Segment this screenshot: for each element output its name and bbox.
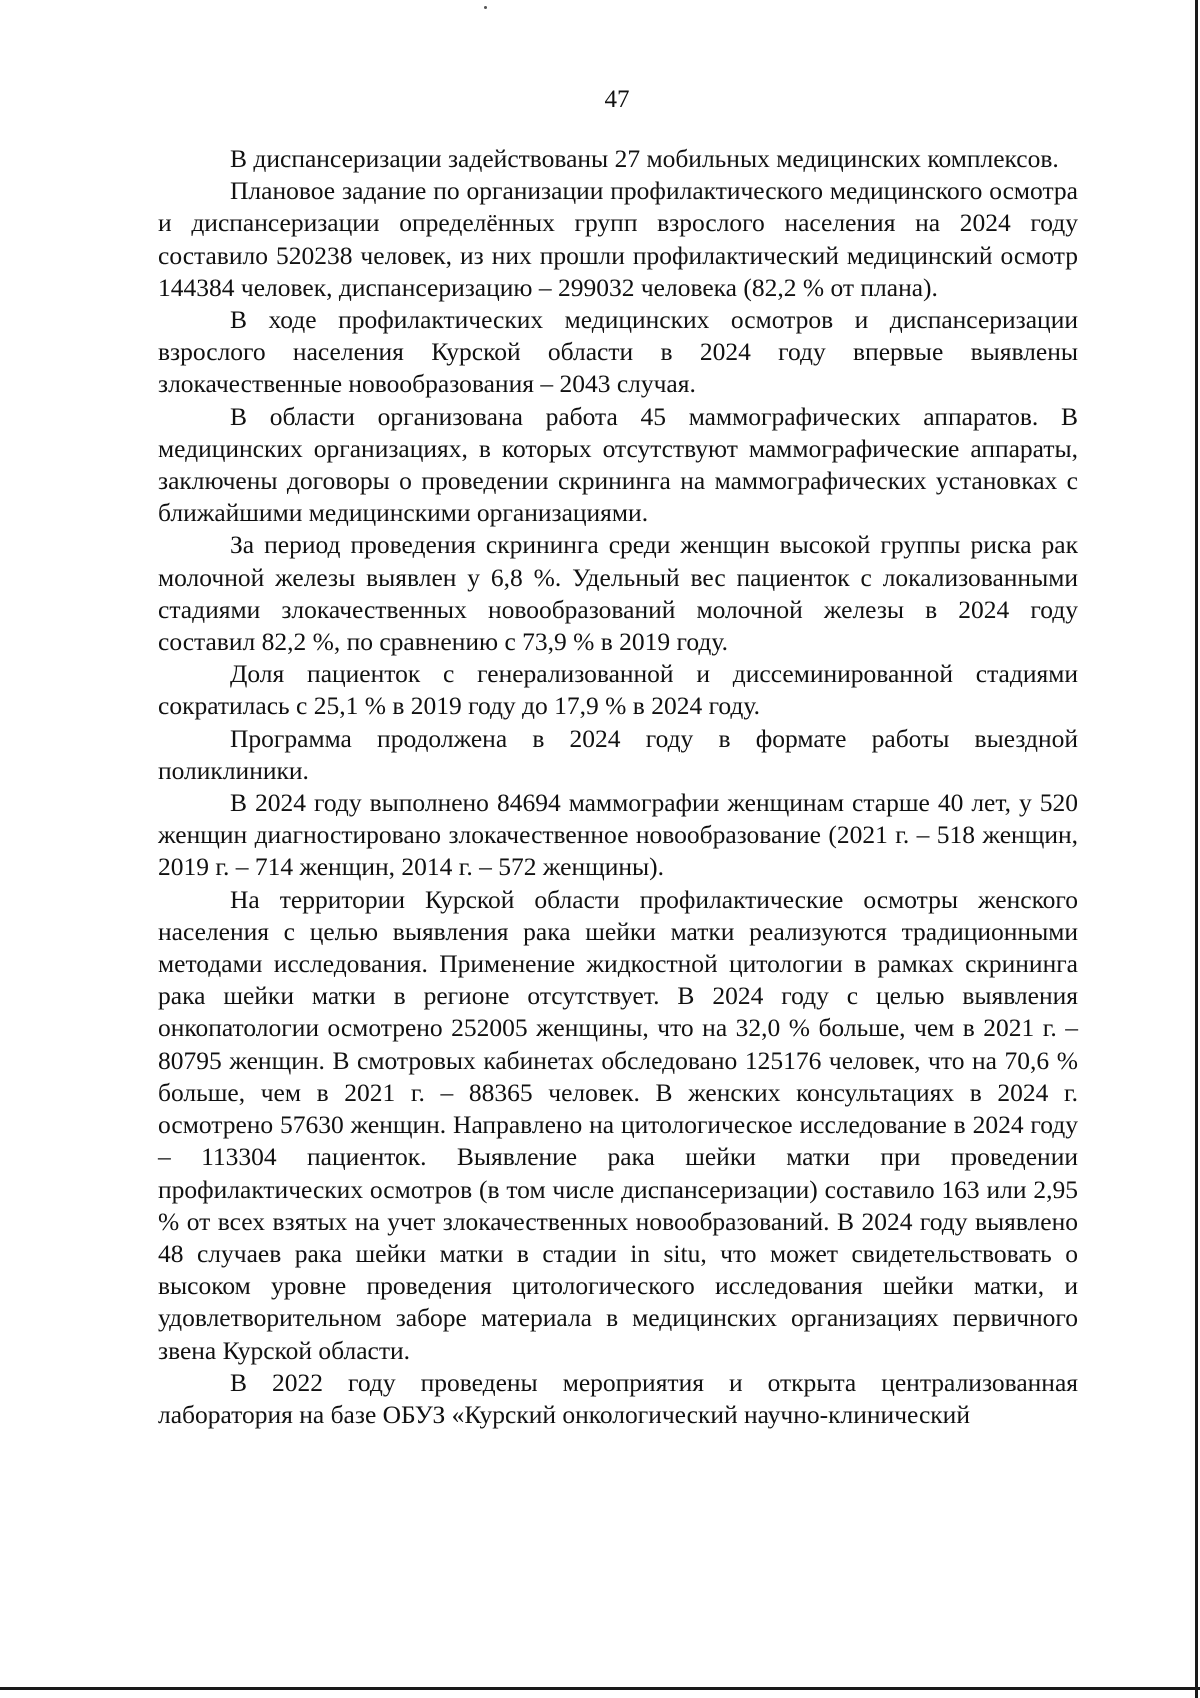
paragraph-neoplasms-detected: В ходе профилактических медицинских осмотров и диспансеризации взрослого населения Курской области в 2024 году впервые выявлены злокачественные новообразования – 2043 случая. bbox=[158, 305, 1078, 399]
paragraph-central-laboratory: В 2022 году проведены мероприятия и открыта централизованная лаборатория на базе ОБУЗ «Курский онкологический научно-клинический bbox=[158, 1367, 1078, 1429]
scan-speck bbox=[484, 6, 487, 9]
paragraph-breast-cancer-screening: За период проведения скрининга среди женщин высокой группы риска рак молочной железы выявлен у 6,8 %. Удельный вес пациенток с локализованными стадиями злокачественных новообразований молочной железы в 2024 году составил 82,2 %, по сравнению с 73,9 % в 2019 году. bbox=[158, 530, 1078, 657]
paragraph-mammography-devices: В области организована работа 45 маммографических аппаратов. В медицинских организациях, в которых отсутствуют маммографические аппараты, заключены договоры о проведении скрининга на маммографических установках с ближайшими медицинскими организациями. bbox=[158, 401, 1078, 528]
paragraph-generalized-stages: Доля пациенток с генерализованной и диссеминированной стадиями сократилась с 25,1 % в 2019 году до 17,9 % в 2024 году. bbox=[158, 659, 1078, 721]
paragraph-mobile-complexes: В диспансеризации задействованы 27 мобильных медицинских комплексов. bbox=[230, 144, 1059, 173]
document-body bbox=[158, 143, 1078, 1431]
paragraph-mobile-clinic: Программа продолжена в 2024 году в формате работы выездной поликлиники. bbox=[158, 723, 1078, 785]
scan-edge-bottom bbox=[0, 1687, 1200, 1690]
page-number: 47 bbox=[604, 86, 630, 113]
paragraph-mammography-results: В 2024 году выполнено 84694 маммографии женщинам старше 40 лет, у 520 женщин диагностировано злокачественное новообразование (2021 г. – 518 женщин, 2019 г. – 714 женщин, 2014 г. – 572 женщины). bbox=[158, 788, 1078, 882]
paragraph-cervical-screening: На территории Курской области профилактические осмотры женского населения с целью выявления рака шейки матки реализуются традиционными методами исследования. Применение жидкостной цитологии в рамках скрининга рака шейки матки в регионе отсутствует. В 2024 году с целью выявления онкопатологии осмотрено 252005 женщины, что на 32,0 % больше, чем в 2021 г. – 80795 женщин. В смотровых кабинетах обследовано 125176 человек, что на 70,6 % больше, чем в 2021 г. – 88365 человек. В женских консультациях в 2024 г. осмотрено 57630 женщин. Направлено на цитологическое исследование в 2024 году – 113304 пациенток. Выявление рака шейки матки при проведении профилактических осмотров (в том числе диспансеризации) составило 163 или 2,95 % от всех взятых на учет злокачественных новообразований. В 2024 году выявлено 48 случаев рака шейки матки в стадии in situ, что может свидетельствовать о высоком уровне проведения цитологического исследования шейки матки, и удовлетворительном заборе материала в медицинских организациях первичного звена Курской области. bbox=[158, 884, 1078, 1365]
scan-edge-right bbox=[1195, 0, 1198, 1698]
paragraph-plan-task: Плановое задание по организации профилактического медицинского осмотра и диспансеризации определённых групп взрослого населения на 2024 году составило 520238 человек, из них прошли профилактический медицинский осмотр 144384 человек, диспансеризацию – 299032 человека (82,2 % от плана). bbox=[158, 176, 1078, 302]
